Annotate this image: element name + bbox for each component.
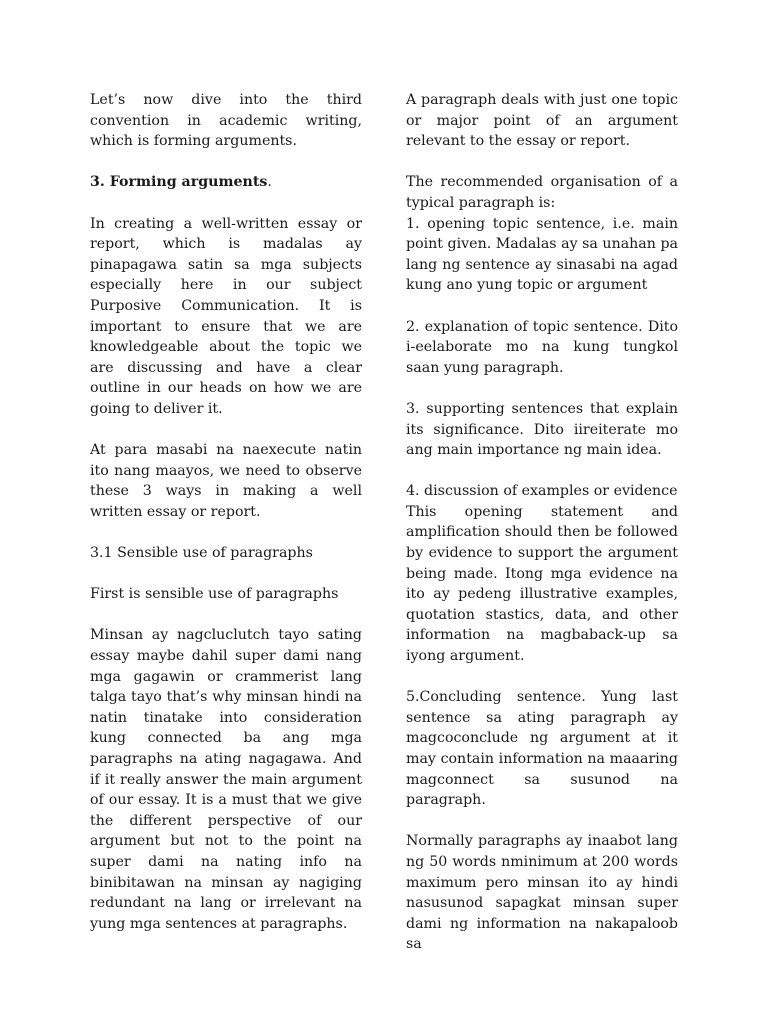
left-column [90,90,362,934]
right-column [406,90,678,955]
list-item-1: 1. opening topic sentence, i.e. main point given. Madalas ay sa unahan pa lang ng sentence ay sinasabi na agad kung ano yung topic or argument [406,215,678,294]
recommended-paragraph: The recommended organisation of a typical paragraph is: [406,174,678,211]
list-item-2: 2. explanation of topic sentence. Dito i-eelaborate mo na kung tungkol saan yung paragraph. [406,318,678,376]
creating-paragraph: In creating a well-written essay or report, which is madalas ay pinapagawa satin sa mga subjects especially here in our subject Purposive Communication. It is important to ensure that we are knowledgeable about the topic we are discussing and have a clear outline in our heads on how we are going to deliver it. [90,215,362,417]
list-item-5: 5.Concluding sentence. Yung last sentence sa ating paragraph ay magcoconclude ng argument at it may contain information na maaaring magconnect sa susunod na paragraph. [406,689,678,809]
intro-paragraph: Let’s now dive into the third convention in academic writing, which is forming arguments. [90,92,362,150]
section-heading-bold: 3. Forming arguments [90,174,268,191]
section-heading-tail: . [267,174,272,191]
normally-paragraph: Normally paragraphs ay inaabot lang ng 50 words nminimum at 200 words maximum pero minsan ito ay hindi nasusunod sapagkat minsan super dami ng information na nakapaloob sa [406,833,678,953]
observe-paragraph: At para masabi na naexecute natin ito nang maayos, we need to observe these 3 ways in making a well written essay or report. [90,442,362,520]
list-item-4-title: 4. discussion of examples or evidence [406,483,678,500]
deals-paragraph: A paragraph deals with just one topic or major point of an argument relevant to the essay or report. [406,92,678,150]
section-heading [90,172,362,193]
list-item-3: 3. supporting sentences that explain its significance. Dito iireiterate mo ang main importance ng main idea. [406,400,678,459]
subheading: 3.1 Sensible use of paragraphs [90,545,313,562]
minsan-paragraph: Minsan ay nagcluclutch tayo sating essay maybe dahil super dami nang mga gagawin or crammerist lang talga tayo that’s why minsan hindi na natin tinatake into consideration kung connected ba ang mga paragraphs na ating nagagawa. And if it really answer the main argument of our essay. It is a must that we give the different perspective of our argument but not to the point na super dami na nating info na binibitawan na minsan ay nagiging redundant na lang or irrelevant na yung mga sentences at paragraphs. [90,627,362,932]
first-paragraph: First is sensible use of paragraphs [90,586,339,603]
list-item-4-body: This opening statement and amplification should then be followed by evidence to support the argument being made. Itong mga evidence na ito ay pedeng illustrative examples, quotation stastics, data, and other information na magbaback-up sa iyong argument. [406,503,678,665]
